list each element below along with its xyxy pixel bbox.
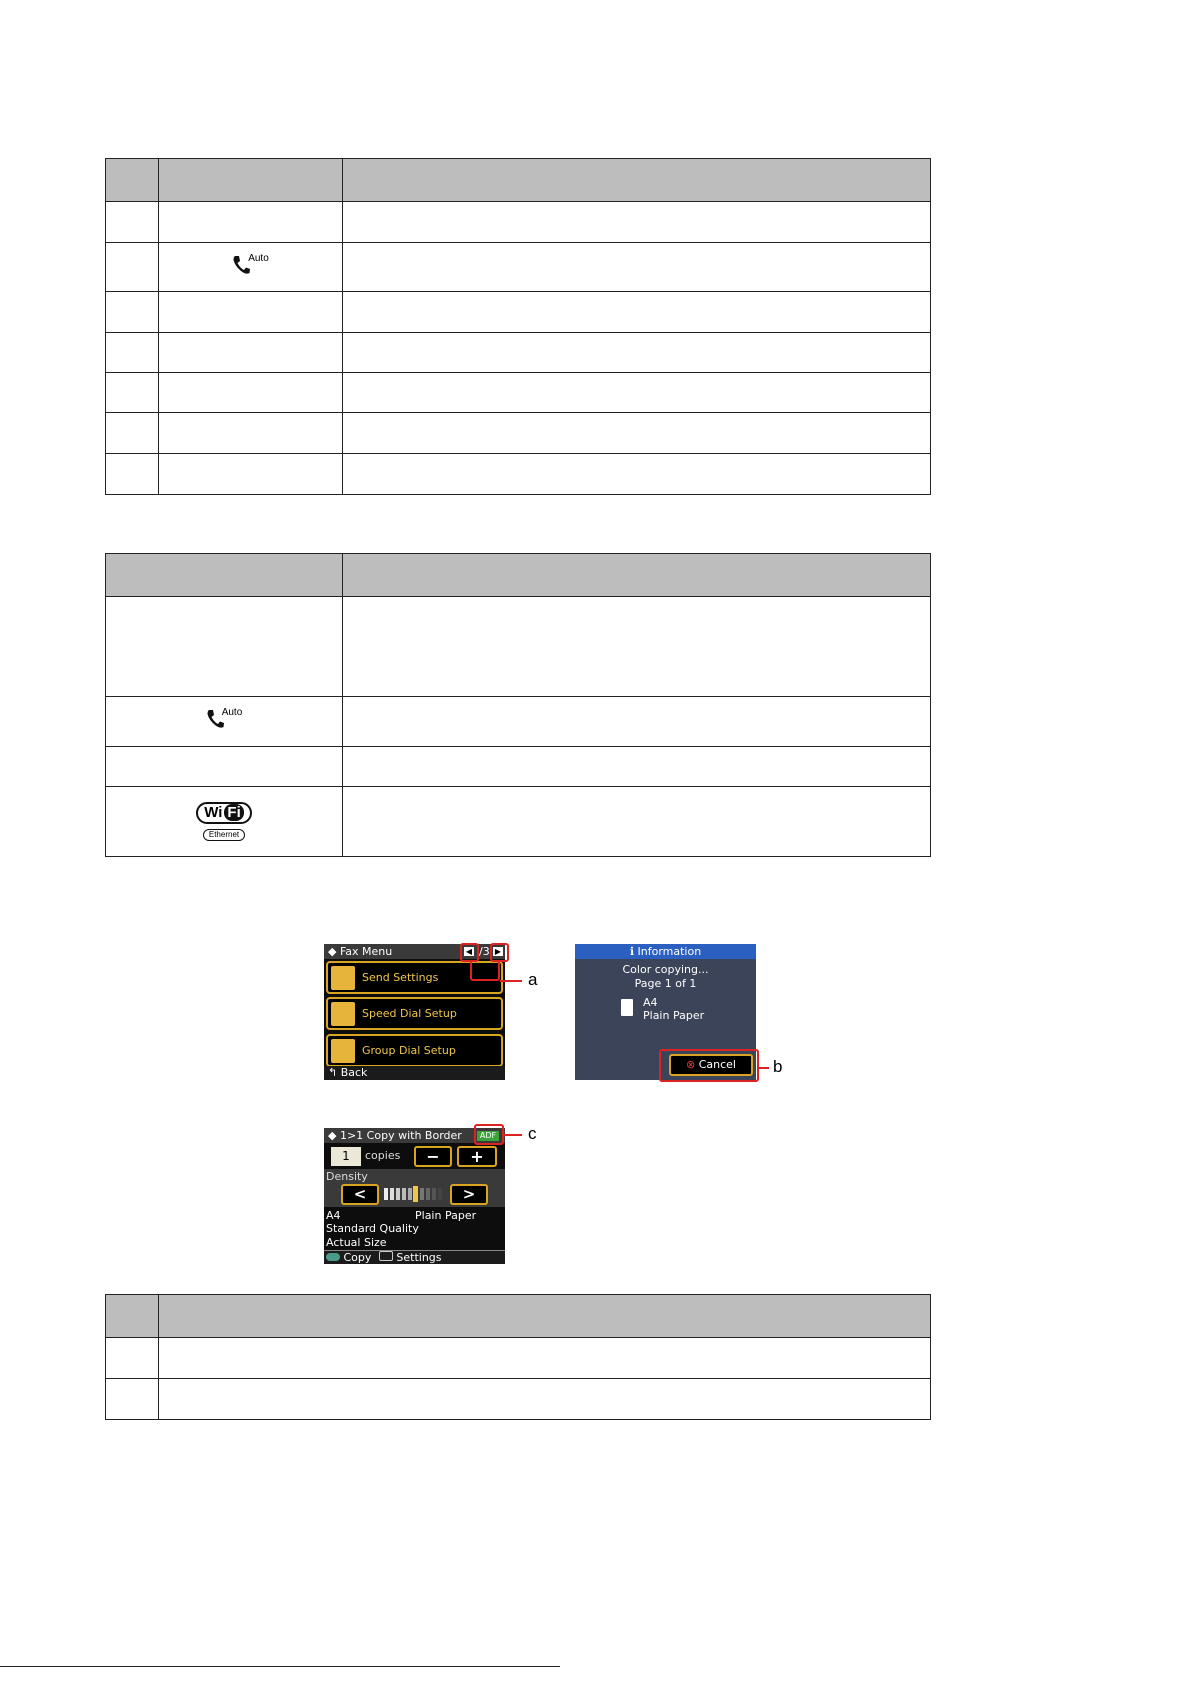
wifi-icon: Wi Fi [106, 802, 342, 824]
table-1 [105, 158, 931, 495]
table-1-header [106, 159, 931, 202]
highlight-a-bracket [470, 960, 500, 981]
density-decrease-button[interactable]: < [341, 1184, 379, 1205]
paper-type: Plain Paper [415, 1209, 477, 1222]
info-icon: ℹ [629, 945, 638, 958]
phone-auto-icon: Auto [206, 709, 243, 729]
copies-label: copies [365, 1149, 401, 1162]
paper-icon [621, 999, 633, 1016]
table-row [106, 243, 931, 292]
size-setting: Actual Size [326, 1236, 387, 1249]
table-row [106, 202, 931, 243]
table-3 [105, 1294, 931, 1420]
table-row [106, 1379, 931, 1420]
pager-prev-button[interactable]: ◀ [465, 947, 473, 956]
status-line-1: Color copying... [622, 963, 709, 976]
paper-size: A4 [643, 996, 658, 1009]
back-icon: ↰ [328, 1066, 341, 1079]
table-row [106, 747, 931, 787]
leader-c [504, 1134, 522, 1136]
footer-settings[interactable]: Settings [396, 1251, 442, 1264]
paper-size: A4 [326, 1209, 341, 1222]
cancel-button[interactable]: ⊗ Cancel [669, 1054, 753, 1076]
callout-c: c [528, 1124, 537, 1143]
adf-badge: ADF [477, 1131, 499, 1141]
back-bar[interactable]: ↰ Back [324, 1066, 505, 1080]
stop-icon: ⊗ [686, 1058, 699, 1071]
fax-menu-title: Fax Menu [339, 945, 393, 958]
settings-icon [379, 1251, 393, 1261]
send-settings-icon [331, 966, 355, 990]
quality-setting: Standard Quality [326, 1222, 419, 1235]
plus-button[interactable]: + [457, 1146, 497, 1167]
callout-a: a [528, 970, 538, 989]
group-dial-icon [331, 1039, 355, 1063]
highlight-c [474, 1124, 504, 1145]
density-increase-button[interactable]: > [450, 1184, 488, 1205]
table-row [106, 697, 931, 747]
density-meter [384, 1186, 446, 1202]
table-row [106, 413, 931, 454]
table-2 [105, 553, 931, 857]
pager-next-button[interactable]: ▶ [494, 947, 502, 956]
start-icon [326, 1253, 340, 1261]
highlight-b [659, 1049, 759, 1082]
table-row [106, 597, 931, 697]
table-row [106, 333, 931, 373]
menu-item-group-dial-setup[interactable]: Group Dial Setup [326, 1034, 503, 1067]
callout-b: b [773, 1057, 783, 1076]
table-3-header [106, 1295, 931, 1338]
menu-icon: ◆ [328, 1129, 340, 1142]
table-2-header [106, 554, 931, 597]
copy-footer-bar [324, 1250, 505, 1264]
table-row [106, 1338, 931, 1379]
information-title-bar: ℹ Information [575, 944, 756, 959]
speed-dial-icon [331, 1002, 355, 1026]
copy-title-bar: ◆ 1>1 Copy with Border [324, 1128, 505, 1143]
leader-b [759, 1067, 769, 1069]
menu-item-send-settings[interactable]: Send Settings [326, 961, 503, 994]
phone-auto-icon: Auto [232, 255, 269, 275]
density-marker [413, 1186, 418, 1202]
pager-count: /3 [479, 945, 490, 958]
minus-button[interactable]: − [414, 1146, 452, 1167]
paper-type: Plain Paper [643, 1009, 705, 1022]
table-row [106, 787, 931, 857]
menu-item-speed-dial-setup[interactable]: Speed Dial Setup [326, 997, 503, 1030]
leader-a [500, 980, 522, 982]
footer-rule [0, 1666, 560, 1667]
table-row [106, 373, 931, 413]
ethernet-icon: Ethernet [106, 824, 342, 842]
copy-screen [324, 1128, 505, 1264]
status-line-2: Page 1 of 1 [634, 977, 697, 990]
density-label: Density [326, 1170, 368, 1183]
copies-input[interactable]: 1 [331, 1147, 361, 1166]
table-row [106, 292, 931, 333]
menu-icon: ◆ [328, 945, 340, 958]
footer-copy[interactable]: Copy [343, 1251, 372, 1264]
table-row [106, 454, 931, 495]
